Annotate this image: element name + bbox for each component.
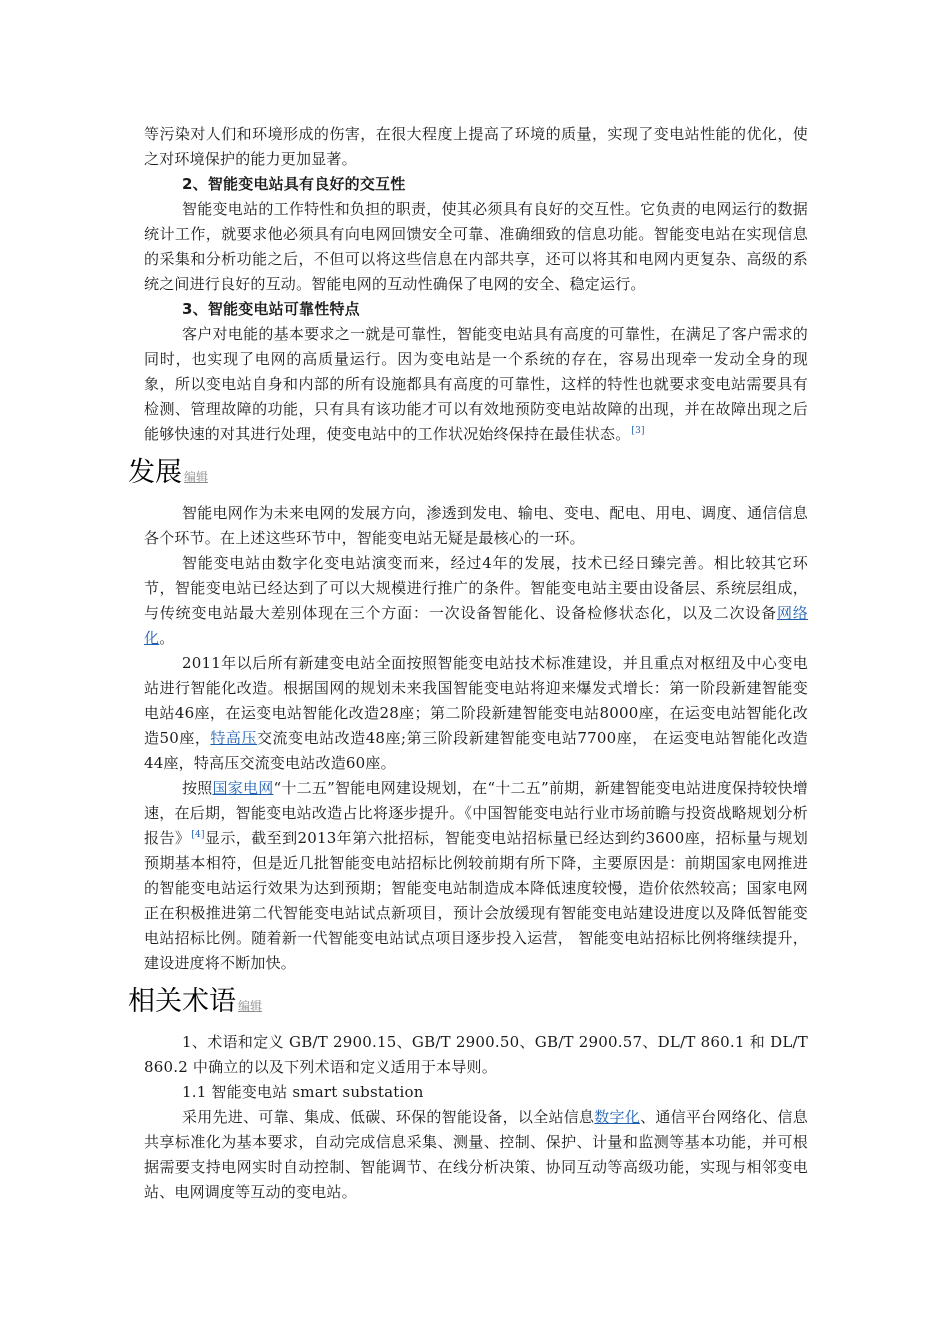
paragraph-text: 交流变电站改造48座;第三阶段新建智能变电站7700座， 在运变电站智能化改造44座，特高压交流变电站改造60座。	[144, 729, 809, 772]
section-title: 发展	[128, 457, 182, 488]
paragraph-terms-2: 1.1 智能变电站 smart substation	[182, 1083, 424, 1101]
paragraph-terms-3	[144, 1105, 808, 1205]
paragraph-text: 。	[159, 629, 175, 647]
paragraph-text: 、通信平台网络化、信息共享标准化为基本要求，自动完成信息采集、测量、控制、保护、计量和监测等基本功能，并可根据需要支持电网实时自动控制、智能调节、在线分析决策、协同互动等高级功能，实现与相邻变电站、电网调度等互动的变电站。	[144, 1108, 808, 1201]
paragraph-text: 显示，截至到2013年第六批招标，智能变电站招标量已经达到约3600座，招标量与规划预期基本相符，但是近几批智能变电站招标比例较前期有所下降，主要原因是：前期国家电网推进的智能变电站运行效果为达到预期；智能变电站制造成本降低速度较慢，造价依然较高；国家电网正在积极推进第二代智能变电站试点新项目，预计会放缓现有智能变电站建设进度以及降低智能变电站招标比例。随着新一代智能变电站试点项目逐步投入运营， 智能变电站招标比例将继续提升， 建设进度将不断加快。	[144, 829, 808, 972]
section-heading-development	[128, 453, 808, 497]
reference-3-link[interactable]: [3]	[631, 426, 645, 436]
section-title: 相关术语	[128, 986, 236, 1017]
paragraph-dev-4	[144, 776, 808, 976]
document-body	[128, 122, 809, 1205]
paragraph-dev-3	[144, 651, 808, 776]
paragraph-text: 采用先进、可靠、集成、低碳、环保的智能设备，以全站信息	[182, 1108, 595, 1126]
reference-4-link[interactable]: [4]	[191, 830, 205, 840]
subheading-interactivity: 2、智能变电站具有良好的交互性	[182, 175, 406, 193]
paragraph-dev-1: 智能电网作为未来电网的发展方向，渗透到发电、输电、变电、配电、用电、调度、通信信息各个环节。在上述这些环节中，智能变电站无疑是最核心的一环。	[144, 504, 808, 547]
paragraph-text: 2011年以后所有新建变电站全面按照智能变电站技术标准建设，并且重点对枢纽及中心变电站进行智能化改造。根据国网的规划未来我国智能变电站将迎来爆发式增长：第一阶段新建智能变电站46座，在运变电站智能化改造28座；第二阶段新建智能变电站8000座，在运变电站智能化改造50座，	[144, 654, 808, 747]
subheading-reliability: 3、智能变电站可靠性特点	[182, 300, 360, 318]
link-digitization[interactable]: 数字化	[594, 1108, 641, 1126]
paragraph-terms-1: 1、术语和定义 GB/T 2900.15、GB/T 2900.50、GB/T 2900.57、DL/T 860.1 和 DL/T 860.2 中确立的以及下列术语和定义适用于本导则。	[144, 1033, 808, 1076]
paragraph-text: 客户对电能的基本要求之一就是可靠性，智能变电站具有高度的可靠性，在满足了客户需求的同时，也实现了电网的高质量运行。因为变电站是一个系统的存在，容易出现牵一发动全身的现象，所以变电站自身和内部的所有设施都具有高度的可靠性，这样的特性也就要求变电站需要具有检测、管理故障的功能，只有具有该功能才可以有效地预防变电站故障的出现，并在故障出现之后能够快速的对其进行处理，使变电站中的工作状况始终保持在最佳状态。	[144, 325, 808, 443]
edit-link-terms[interactable]: 编辑	[238, 999, 263, 1013]
link-networking[interactable]: 网络化	[144, 604, 808, 647]
paragraph-text: 按照	[182, 779, 213, 797]
paragraph-env: 等污染对人们和环境形成的伤害，在很大程度上提高了环境的质量，实现了变电站性能的优化，使之对环境保护的能力更加显著。	[144, 125, 808, 168]
edit-link-development[interactable]: 编辑	[184, 470, 209, 484]
paragraph-text: “十二五”智能电网建设规划，在“十二五”前期，新建智能变电站进度保持较快增速，在后期，智能变电站改造占比将逐步提升。《中国智能变电站行业市场前瞻与投资战略规划分析报告》	[144, 779, 808, 847]
section-heading-terms	[128, 982, 808, 1026]
link-uhv[interactable]: 特高压	[210, 729, 257, 747]
paragraph-text: 智能变电站由数字化变电站演变而来，经过4年的发展，技术已经日臻完善。相比较其它环节，智能变电站已经达到了可以大规模进行推广的条件。智能变电站主要由设备层、系统层组成，与传统变电站最大差别体现在三个方面：一次设备智能化、设备检修状态化，以及二次设备	[144, 554, 808, 622]
link-state-grid[interactable]: 国家电网	[212, 779, 274, 797]
paragraph-interactivity: 智能变电站的工作特性和负担的职责，使其必须具有良好的交互性。它负责的电网运行的数据统计工作，就要求他必须具有向电网回馈安全可靠、准确细致的信息功能。智能变电站在实现信息的采集和分析功能之后，不但可以将这些信息在内部共享，还可以将其和电网内更复杂、高级的系统之间进行良好的互动。智能电网的互动性确保了电网的安全、稳定运行。	[144, 200, 808, 293]
paragraph-reliability	[144, 322, 808, 447]
paragraph-dev-2	[144, 551, 808, 651]
